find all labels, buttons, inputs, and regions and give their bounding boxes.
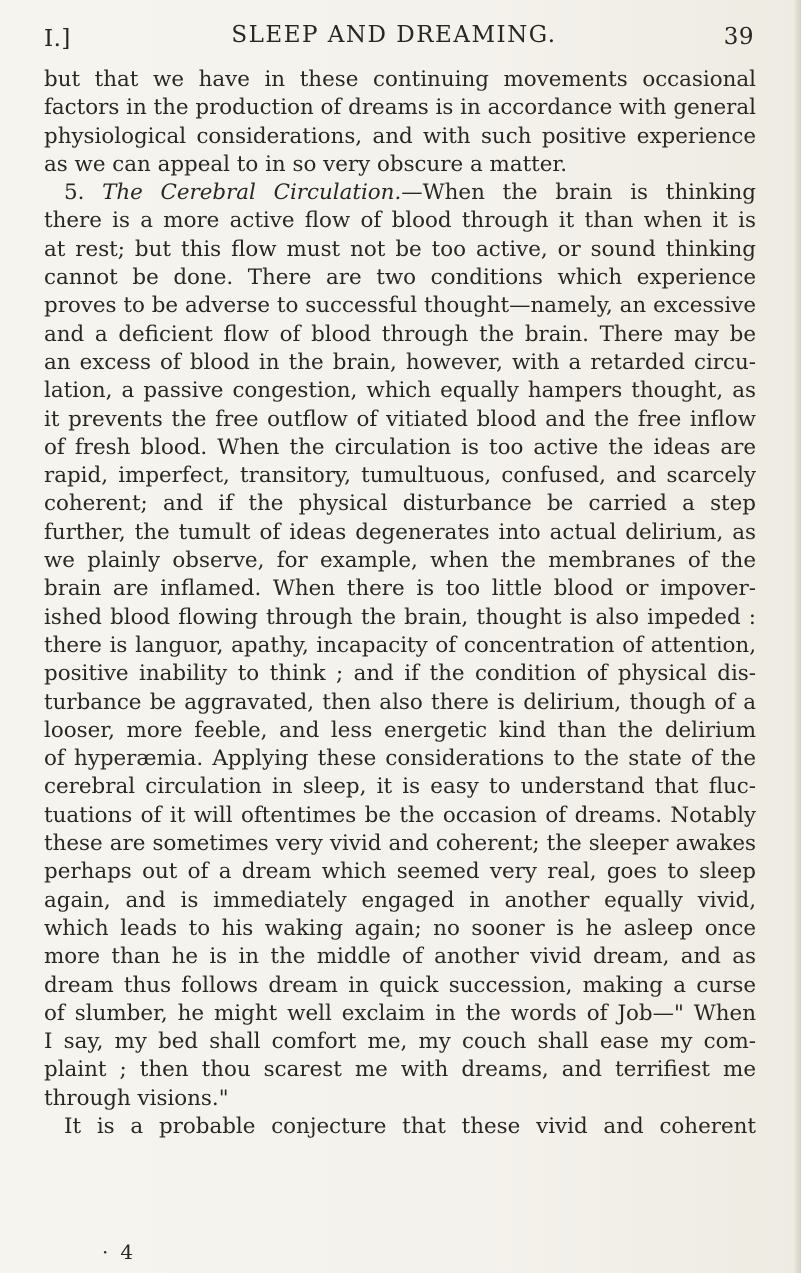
running-title: SLEEP AND DREAMING.: [231, 22, 557, 48]
signature-mark: [102, 1240, 133, 1264]
chapter-marker: I.]: [44, 26, 71, 52]
text-line: at rest; but this flow must not be too active, or sound thinking: [44, 236, 756, 262]
body-text: [44, 66, 756, 1141]
text-line: turbance be aggravated, then also there is delirium, though of a: [44, 689, 756, 715]
text-line: of hyperæmia. Applying these considerations to the state of the: [44, 746, 756, 772]
text-line: tuations of it will oftentimes be the occasion of dreams. Notably: [44, 802, 756, 828]
text-line: I say, my bed shall comfort me, my couch shall ease my com-: [44, 1029, 756, 1055]
text-line: and a deficient flow of blood through the brain. There may be: [44, 321, 756, 347]
text-line: of slumber, he might well exclaim in the words of Job—" When: [44, 1000, 756, 1026]
text-line: dream thus follows dream in quick succession, making a curse: [44, 972, 756, 998]
text-line: as we can appeal to in so very obscure a matter.: [44, 151, 568, 177]
text-line: these are sometimes very vivid and coherent; the sleeper awakes: [44, 831, 756, 857]
text-line: but that we have in these continuing movements occasional: [44, 67, 756, 92]
page-number: 39: [723, 24, 754, 50]
text-line: further, the tumult of ideas degenerates into actual delirium, as: [44, 519, 756, 545]
section-heading-line: 5. The Cerebral Circulation.—When the brain is thinking: [64, 180, 756, 206]
section-title: The Cerebral Circulation.: [102, 180, 402, 206]
signature-number: 4: [120, 1240, 134, 1264]
text-line: positive inability to think ; and if the condition of physical dis-: [44, 661, 756, 687]
text-line: rapid, imperfect, transitory, tumultuous, confused, and scarcely: [44, 463, 756, 489]
text-line: proves to be adverse to successful thought—namely, an excessive: [44, 293, 756, 319]
text-line: there is a more active flow of blood through it than when it is: [44, 208, 756, 234]
text-line: coherent; and if the physical disturbance be carried a step: [44, 491, 756, 517]
running-header: [44, 12, 754, 52]
signature-dot: ·: [102, 1240, 109, 1264]
text-line: perhaps out of a dream which seemed very real, goes to sleep: [44, 859, 756, 885]
text-line: cerebral circulation in sleep, it is easy to understand that fluc-: [44, 774, 756, 800]
text-line: an excess of blood in the brain, however, with a retarded circu-: [44, 349, 756, 375]
text-line: brain are inflamed. When there is too little blood or impover-: [44, 576, 756, 602]
text-line: it prevents the free outflow of vitiated blood and the free inflow: [44, 406, 756, 432]
text-line: plaint ; then thou scarest me with dreams, and terrifiest me: [44, 1057, 756, 1083]
page-edge-shadow: [793, 0, 801, 1273]
text-line: of fresh blood. When the circulation is too active the ideas are: [44, 434, 756, 460]
text-line: ished blood flowing through the brain, thought is also impeded :: [44, 604, 756, 630]
text-line: lation, a passive congestion, which equally hampers thought, as: [44, 378, 756, 404]
text-line: It is a probable conjecture that these vivid and coherent: [64, 1113, 756, 1139]
text-line: through visions.": [44, 1085, 229, 1111]
text-line: we plainly observe, for example, when the membranes of the: [44, 548, 756, 574]
text-line: cannot be done. There are two conditions which experience: [44, 265, 756, 291]
text-line: which leads to his waking again; no sooner is he asleep once: [44, 915, 756, 941]
text-line: looser, more feeble, and less energetic kind than the delirium: [44, 717, 756, 743]
text-line: more than he is in the middle of another vivid dream, and as: [44, 944, 756, 970]
text-line: again, and is immediately engaged in another equally vivid,: [44, 887, 756, 913]
text-line: factors in the production of dreams is in accordance with general: [44, 95, 756, 121]
text-line: there is languor, apathy, incapacity of concentration of attention,: [44, 632, 756, 658]
text-line: physiological considerations, and with such positive experience: [44, 123, 756, 149]
